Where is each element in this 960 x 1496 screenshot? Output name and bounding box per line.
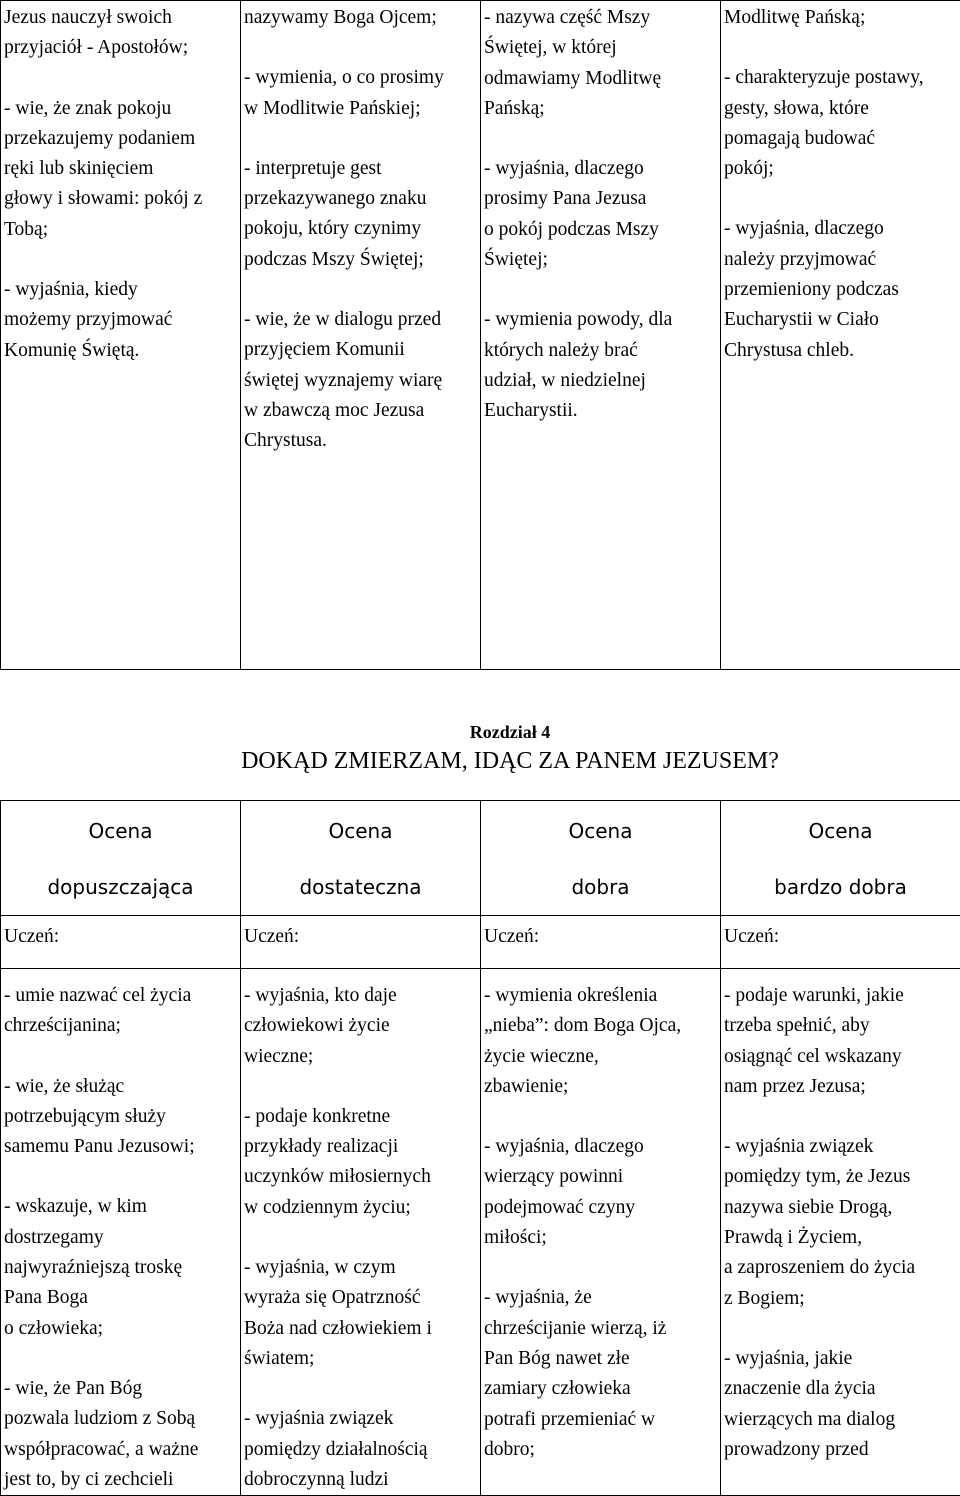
paragraph-gap [724,1314,957,1344]
grade-col-3 [481,969,721,1496]
paragraph-gap [484,275,717,305]
requirement-text: - wyjaśnia, dlaczego należy przyjmować przemieniony podczas Eucharystii w Ciało Chrystusa chleb. [724,214,957,365]
requirement-text: - wyjaśnia, kiedy możemy przyjmować Komunię Świętą. [4,275,237,366]
requirement-text: - podaje warunki, jakie trzeba spełnić, aby osiągnąć cel wskazany nam przez Jezusa; [724,981,957,1102]
requirement-text: - wie, że znak pokoju przekazujemy podaniem ręki lub skinięciem głowy i słowami: pokój z Tobą; [4,94,237,245]
requirement-text: - wyjaśnia, jakie znaczenie dla życia wierzących ma dialog prowadzony przed [724,1344,957,1465]
requirement-text: - wie, że służąc potrzebującym służy samemu Panu Jezusowi; [4,1072,237,1163]
requirement-text: - umie nazwać cel życia chrześcijanina; [4,981,237,1042]
paragraph-gap [484,1102,717,1132]
paragraph-gap [4,1344,237,1374]
paragraph-gap [4,245,237,275]
requirements-table-top [0,0,960,670]
requirement-text: - wyjaśnia, kto daje człowiekowi życie wieczne; [244,981,477,1072]
requirement-text: - nazywa część Mszy Świętej, w której odmawiamy Modlitwę Pańską; [484,3,717,124]
top-col-2 [241,1,481,670]
grade-header-dostateczna: Ocena dostateczna [241,801,481,916]
paragraph-gap [244,1072,477,1102]
paragraph-gap [4,64,237,94]
student-label: Uczeń: [721,916,960,969]
requirement-text: - interpretuje gest przekazywanego znaku pokoju, który czynimy podczas Mszy Świętej; [244,154,477,275]
requirement-text: - wie, że Pan Bóg pozwala ludziom z Sobą współpracować, a ważne jest to, by ci zechcieli [4,1374,237,1495]
requirement-text: - wyjaśnia, w czym wyraża się Opatrzność Boża nad człowiekiem i światem; [244,1253,477,1374]
paragraph-gap [484,124,717,154]
requirement-text: - wyjaśnia związek pomiędzy działalnością dobroczynną ludzi [244,1404,477,1495]
requirement-text: - wyjaśnia związek pomiędzy tym, że Jezus nazywa siebie Drogą, Prawdą i Życiem, a zaproszeniem do życia z Bogiem; [724,1132,957,1314]
top-col-3 [481,1,721,670]
requirement-text: - wymienia powody, dla których należy brać udział, w niedzielnej Eucharystii. [484,305,717,426]
paragraph-gap [244,1374,477,1404]
grade-header-dobra: Ocena dobra [481,801,721,916]
grade-header-bardzo-dobra: Ocena bardzo dobra [721,801,960,916]
paragraph-gap [724,1102,957,1132]
requirement-text: - wskazuje, w kim dostrzegamy najwyraźniejszą troskę Pana Boga o człowieka; [4,1192,237,1343]
grade-col-1 [1,969,241,1496]
grade-col-2 [241,969,481,1496]
grade-header-dopuszczajaca: Ocena dopuszczająca [1,801,241,916]
paragraph-gap [484,1253,717,1283]
requirement-text: Modlitwę Pańską; [724,3,957,33]
paragraph-gap [724,33,957,63]
paragraph-gap [4,1162,237,1192]
requirement-text: nazywamy Boga Ojcem; [244,3,477,33]
student-label: Uczeń: [481,916,721,969]
paragraph-gap [244,33,477,63]
requirement-text: - wymienia, o co prosimy w Modlitwie Pańskiej; [244,63,477,124]
requirement-text: - podaje konkretne przykłady realizacji uczynków miłosiernych w codziennym życiu; [244,1102,477,1223]
grade-requirements-table [0,800,960,1496]
paragraph-gap [724,184,957,214]
chapter-title: DOKĄD ZMIERZAM, IDĄC ZA PANEM JEZUSEM? [0,745,960,777]
paragraph-gap [244,124,477,154]
paragraph-gap [244,275,477,305]
paragraph-gap [4,1042,237,1072]
requirement-text: - charakteryzuje postawy, gesty, słowa, które pomagają budować pokój; [724,63,957,184]
top-col-1 [1,1,241,670]
student-label: Uczeń: [241,916,481,969]
paragraph-gap [244,1223,477,1253]
student-label: Uczeń: [1,916,241,969]
chapter-number: Rozdział 4 [0,722,960,743]
requirement-text: - wymienia określenia „nieba”: dom Boga Ojca, życie wieczne, zbawienie; [484,981,717,1102]
requirement-text: Jezus nauczył swoich przyjaciół - Apostołów; [4,3,237,64]
requirement-text: - wyjaśnia, że chrześcijanie wierzą, iż Pan Bóg nawet złe zamiary człowieka potrafi przemieniać w dobro; [484,1283,717,1465]
grade-col-4 [721,969,960,1496]
requirement-text: - wyjaśnia, dlaczego prosimy Pana Jezusa o pokój podczas Mszy Świętej; [484,154,717,275]
top-col-4 [721,1,960,670]
requirement-text: - wyjaśnia, dlaczego wierzący powinni podejmować czyny miłości; [484,1132,717,1253]
requirement-text: - wie, że w dialogu przed przyjęciem Komunii świętej wyznajemy wiarę w zbawczą moc Jezusa Chrystusa. [244,305,477,456]
